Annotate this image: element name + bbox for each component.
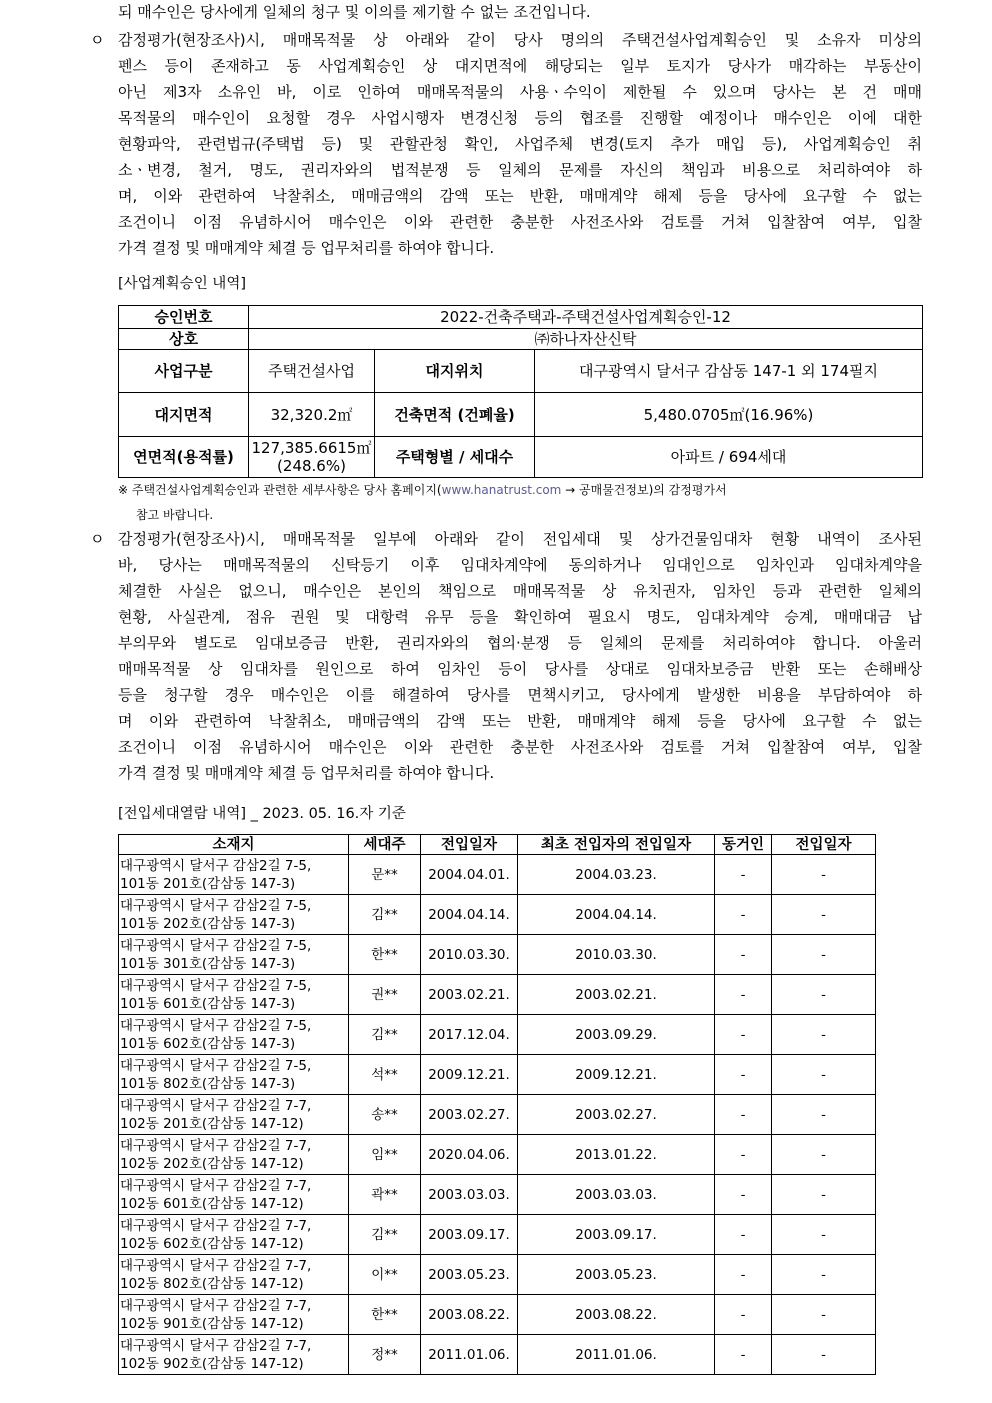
cell-cohabitant-date: - (772, 895, 876, 935)
site-location-label: 대지위치 (375, 350, 535, 393)
paragraph-line: 며, 이와 관련하여 낙찰취소, 매매금액의 감액 또는 반환, 매매계약 해제 등을 당사에 요구할 수 없는 (118, 187, 922, 205)
cell-cohabitant: - (715, 1015, 772, 1055)
approval-row-company (119, 329, 923, 350)
cell-first-movein-date: 2004.04.14. (518, 895, 715, 935)
cell-householder: 송** (349, 1095, 421, 1135)
table-row (119, 1015, 876, 1055)
cell-cohabitant-date: - (772, 1135, 876, 1175)
header-col-location: 소재지 (119, 835, 349, 855)
cell-first-movein-date: 2003.02.21. (518, 975, 715, 1015)
paragraph-line: 감정평가(현장조사)시, 매매목적물 상 아래와 같이 당사 명의의 주택건설사업계획승인 및 소유자 미상의 (118, 31, 922, 49)
location-line: 101동 802호(감삼동 147-3) (120, 1075, 296, 1092)
table-row (119, 1335, 876, 1375)
table-row (119, 1055, 876, 1095)
location-line: 101동 202호(감삼동 147-3) (120, 915, 296, 932)
cell-first-movein-date: 2003.05.23. (518, 1255, 715, 1295)
cell-movein-date: 2003.02.21. (421, 975, 518, 1015)
cell-location (119, 1095, 349, 1135)
table-row (119, 975, 876, 1015)
approval-row-number (119, 306, 923, 329)
location-line: 대구광역시 달서구 감삼2길 7-5, (120, 857, 312, 874)
bullet-1: ㅇ (90, 31, 105, 49)
cell-cohabitant: - (715, 975, 772, 1015)
cell-householder: 김** (349, 895, 421, 935)
cell-cohabitant: - (715, 1295, 772, 1335)
cell-movein-date: 2003.02.27. (421, 1095, 518, 1135)
top-line: 되 매수인은 당사에게 일체의 청구 및 이의를 제기할 수 없는 조건입니다. (118, 3, 591, 21)
cell-location (119, 1055, 349, 1095)
location-line: 102동 902호(감삼동 147-12) (120, 1355, 304, 1372)
cell-location (119, 895, 349, 935)
cell-first-movein-date: 2011.01.06. (518, 1335, 715, 1375)
location-line: 101동 601호(감삼동 147-3) (120, 995, 296, 1012)
floor-area-label: 연면적(용적률) (119, 437, 249, 478)
location-line: 대구광역시 달서구 감삼2길 7-7, (120, 1337, 312, 1354)
cell-location (119, 1135, 349, 1175)
location-line: 102동 802호(감삼동 147-12) (120, 1275, 304, 1292)
cell-householder: 김** (349, 1015, 421, 1055)
cell-householder: 한** (349, 1295, 421, 1335)
cell-cohabitant-date: - (772, 1055, 876, 1095)
approval-note (118, 481, 727, 499)
cell-movein-date: 2003.05.23. (421, 1255, 518, 1295)
cell-householder: 석** (349, 1055, 421, 1095)
cell-location (119, 855, 349, 895)
cell-movein-date: 2003.09.17. (421, 1215, 518, 1255)
cell-cohabitant-date: - (772, 975, 876, 1015)
cell-first-movein-date: 2003.09.17. (518, 1215, 715, 1255)
cell-householder: 문** (349, 855, 421, 895)
cell-location (119, 1295, 349, 1335)
cell-movein-date: 2003.08.22. (421, 1295, 518, 1335)
location-line: 102동 901호(감삼동 147-12) (120, 1315, 304, 1332)
cell-cohabitant: - (715, 1095, 772, 1135)
site-location-value: 대구광역시 달서구 감삼동 147-1 외 174필지 (535, 350, 923, 393)
cell-cohabitant-date: - (772, 1015, 876, 1055)
cell-movein-date: 2010.03.30. (421, 935, 518, 975)
approval-note-line2: 참고 바랍니다. (136, 508, 214, 522)
company-label: 상호 (119, 329, 249, 350)
note-text-start: ※ 주택건설사업계획승인과 관련한 세부사항은 당사 홈페이지( (118, 483, 442, 497)
table-row (119, 1135, 876, 1175)
paragraph-line: 바, 당사는 매매목적물의 신탁등기 이후 임대차계약에 동의하거나 임대인으로 임차인과 임대차계약을 (118, 556, 922, 574)
cell-first-movein-date: 2010.03.30. (518, 935, 715, 975)
table-row (119, 1215, 876, 1255)
cell-location (119, 1215, 349, 1255)
cell-location (119, 935, 349, 975)
cell-householder: 이** (349, 1255, 421, 1295)
location-line: 102동 202호(감삼동 147-12) (120, 1155, 304, 1172)
cell-householder: 곽** (349, 1175, 421, 1215)
location-line: 대구광역시 달서구 감삼2길 7-5, (120, 937, 312, 954)
cell-cohabitant-date: - (772, 1335, 876, 1375)
approval-table (118, 305, 923, 478)
location-line: 대구광역시 달서구 감삼2길 7-7, (120, 1257, 312, 1274)
paragraph-line: 아닌 제3자 소유인 바, 이로 인하여 매매목적물의 사용ㆍ수익이 제한될 수 있으며 당사는 본 건 매매 (118, 83, 922, 101)
cell-movein-date: 2004.04.14. (421, 895, 518, 935)
cell-householder: 권** (349, 975, 421, 1015)
header-col-movein-date: 전입일자 (421, 835, 518, 855)
cell-first-movein-date: 2003.03.03. (518, 1175, 715, 1215)
movein-caption: [전입세대열람 내역] _ 2023. 05. 16.자 기준 (118, 806, 406, 822)
table-row (119, 895, 876, 935)
paragraph-line: 목적물의 매수인이 요청할 경우 사업시행자 변경신청 등의 협조를 진행할 예정이나 매수인은 이에 대한 (118, 109, 922, 127)
location-line: 대구광역시 달서구 감삼2길 7-5, (120, 1057, 312, 1074)
cell-cohabitant: - (715, 895, 772, 935)
movein-table (118, 834, 876, 1375)
floor-area-value-2: (248.6%) (277, 457, 346, 475)
paragraph-line: 체결한 사실은 없으니, 매수인은 본인의 책임으로 매매목적물 상 유치권자, 임차인 등과 관련한 일체의 (118, 582, 922, 600)
business-type-value: 주택건설사업 (249, 350, 375, 393)
cell-movein-date: 2011.01.06. (421, 1335, 518, 1375)
header-col-first-movein-date: 최초 전입자의 전입일자 (518, 835, 715, 855)
location-line: 대구광역시 달서구 감삼2길 7-5, (120, 977, 312, 994)
bullet-2: ㅇ (90, 530, 105, 548)
company-value: ㈜하나자산신탁 (249, 329, 923, 350)
location-line: 대구광역시 달서구 감삼2길 7-7, (120, 1297, 312, 1314)
approval-row-floor (119, 437, 923, 478)
approval-caption: [사업계획승인 내역] (118, 276, 246, 292)
cell-cohabitant-date: - (772, 855, 876, 895)
cell-first-movein-date: 2003.09.29. (518, 1015, 715, 1055)
paragraph-line: 현황, 사실관계, 점유 권원 및 대항력 유무 등을 확인하여 필요시 명도, 임대차계약 승계, 매매대금 납 (118, 608, 922, 626)
location-line: 대구광역시 달서구 감삼2길 7-5, (120, 1017, 312, 1034)
cell-cohabitant: - (715, 1255, 772, 1295)
table-row (119, 1175, 876, 1215)
header-col-cohabitant: 동거인 (715, 835, 772, 855)
cell-householder: 김** (349, 1215, 421, 1255)
cell-householder: 한** (349, 935, 421, 975)
paragraph-line: 가격 결정 및 매매계약 체결 등 업무처리를 하여야 합니다. (118, 764, 495, 782)
cell-movein-date: 2017.12.04. (421, 1015, 518, 1055)
business-type-label: 사업구분 (119, 350, 249, 393)
movein-body (119, 855, 876, 1375)
paragraph-line: 조건이니 이점 유념하시어 매수인은 이와 관련한 충분한 사전조사와 검토를 거쳐 입찰참여 여부, 입찰 (118, 738, 922, 756)
location-line: 101동 602호(감삼동 147-3) (120, 1035, 296, 1052)
header-col-householder: 세대주 (349, 835, 421, 855)
cell-movein-date: 2003.03.03. (421, 1175, 518, 1215)
paragraph-line: 소ㆍ변경, 철거, 명도, 권리자와의 법적분쟁 등 일체의 문제를 자신의 책임과 비용으로 처리하여야 하 (118, 161, 922, 179)
cell-cohabitant: - (715, 1215, 772, 1255)
housing-type-value: 아파트 / 694세대 (535, 437, 923, 478)
cell-cohabitant: - (715, 1175, 772, 1215)
cell-cohabitant: - (715, 1055, 772, 1095)
table-row (119, 935, 876, 975)
cell-cohabitant-date: - (772, 935, 876, 975)
cell-first-movein-date: 2013.01.22. (518, 1135, 715, 1175)
paragraph-line: 부의무와 별도로 임대보증금 반환, 권리자와의 협의·분쟁 등 일체의 문제를 처리하여야 합니다. 아울러 (118, 634, 922, 652)
housing-type-label: 주택형별 / 세대수 (375, 437, 535, 478)
location-line: 101동 301호(감삼동 147-3) (120, 955, 296, 972)
homepage-link[interactable]: www.hanatrust.com (441, 483, 562, 497)
cell-cohabitant-date: - (772, 1255, 876, 1295)
cell-first-movein-date: 2004.03.23. (518, 855, 715, 895)
cell-cohabitant: - (715, 1335, 772, 1375)
cell-location (119, 1175, 349, 1215)
table-row (119, 1095, 876, 1135)
approval-row-business (119, 350, 923, 393)
approval-no-value: 2022-건축주택과-주택건설사업계획승인-12 (249, 306, 923, 329)
cell-householder: 정** (349, 1335, 421, 1375)
site-area-label: 대지면적 (119, 393, 249, 437)
cell-cohabitant: - (715, 1135, 772, 1175)
cell-first-movein-date: 2003.02.27. (518, 1095, 715, 1135)
cell-cohabitant-date: - (772, 1175, 876, 1215)
floor-area-value (249, 437, 375, 478)
cell-cohabitant: - (715, 855, 772, 895)
paragraph-line: 조건이니 이점 유념하시어 매수인은 이와 관련한 충분한 사전조사와 검토를 거쳐 입찰참여 여부, 입찰 (118, 213, 922, 231)
building-area-value: 5,480.0705㎡(16.96%) (535, 393, 923, 437)
floor-area-value-1: 127,385.6615㎡ (251, 439, 372, 457)
note-text-end: → 공매물건정보)의 감정평가서 (561, 483, 727, 497)
location-line: 대구광역시 달서구 감삼2길 7-7, (120, 1217, 312, 1234)
cell-location (119, 1015, 349, 1055)
approval-row-area (119, 393, 923, 437)
location-line: 대구광역시 달서구 감삼2길 7-7, (120, 1097, 312, 1114)
location-line: 101동 201호(감삼동 147-3) (120, 875, 296, 892)
paragraph-line: 현황파악, 관련법규(주택법 등) 및 관할관청 확인, 사업주체 변경(토지 추가 매입 등), 사업계획승인 취 (118, 135, 922, 153)
paragraph-line: 등을 청구할 경우 매수인은 이를 해결하여 당사를 면책시키고, 당사에게 발생한 비용을 부담하여야 하 (118, 686, 922, 704)
paragraph-line: 며 이와 관련하여 낙찰취소, 매매금액의 감액 또는 반환, 매매계약 해제 등을 당사에 요구할 수 없는 (118, 712, 922, 730)
approval-no-label: 승인번호 (119, 306, 249, 329)
cell-movein-date: 2004.04.01. (421, 855, 518, 895)
location-line: 102동 201호(감삼동 147-12) (120, 1115, 304, 1132)
location-line: 대구광역시 달서구 감삼2길 7-5, (120, 897, 312, 914)
paragraph-line: 가격 결정 및 매매계약 체결 등 업무처리를 하여야 합니다. (118, 239, 495, 257)
cell-movein-date: 2020.04.06. (421, 1135, 518, 1175)
table-row (119, 1295, 876, 1335)
cell-movein-date: 2009.12.21. (421, 1055, 518, 1095)
location-line: 대구광역시 달서구 감삼2길 7-7, (120, 1177, 312, 1194)
cell-location (119, 1335, 349, 1375)
site-area-value: 32,320.2㎡ (249, 393, 375, 437)
paragraph-line: 감정평가(현장조사)시, 매매목적물 일부에 아래와 같이 전입세대 및 상가건물임대차 현황 내역이 조사된 (118, 530, 922, 548)
cell-cohabitant-date: - (772, 1295, 876, 1335)
location-line: 102동 601호(감삼동 147-12) (120, 1195, 304, 1212)
cell-first-movein-date: 2003.08.22. (518, 1295, 715, 1335)
table-row (119, 1255, 876, 1295)
cell-cohabitant-date: - (772, 1095, 876, 1135)
cell-first-movein-date: 2009.12.21. (518, 1055, 715, 1095)
paragraph-line: 펜스 등이 존재하고 동 사업계획승인 상 대지면적에 해당되는 일부 토지가 당사가 매각하는 부동산이 (118, 57, 922, 75)
paragraph-line: 매매목적물 상 임대차를 원인으로 하여 임차인 등이 당사를 상대로 임대차보증금 반환 또는 손해배상 (118, 660, 922, 678)
cell-location (119, 1255, 349, 1295)
movein-header-row (119, 835, 876, 855)
location-line: 102동 602호(감삼동 147-12) (120, 1235, 304, 1252)
table-row (119, 855, 876, 895)
cell-location (119, 975, 349, 1015)
header-col-cohabitant-date: 전입일자 (772, 835, 876, 855)
building-area-label: 건축면적 (건폐율) (375, 393, 535, 437)
cell-cohabitant-date: - (772, 1215, 876, 1255)
cell-cohabitant: - (715, 935, 772, 975)
cell-householder: 임** (349, 1135, 421, 1175)
location-line: 대구광역시 달서구 감삼2길 7-7, (120, 1137, 312, 1154)
